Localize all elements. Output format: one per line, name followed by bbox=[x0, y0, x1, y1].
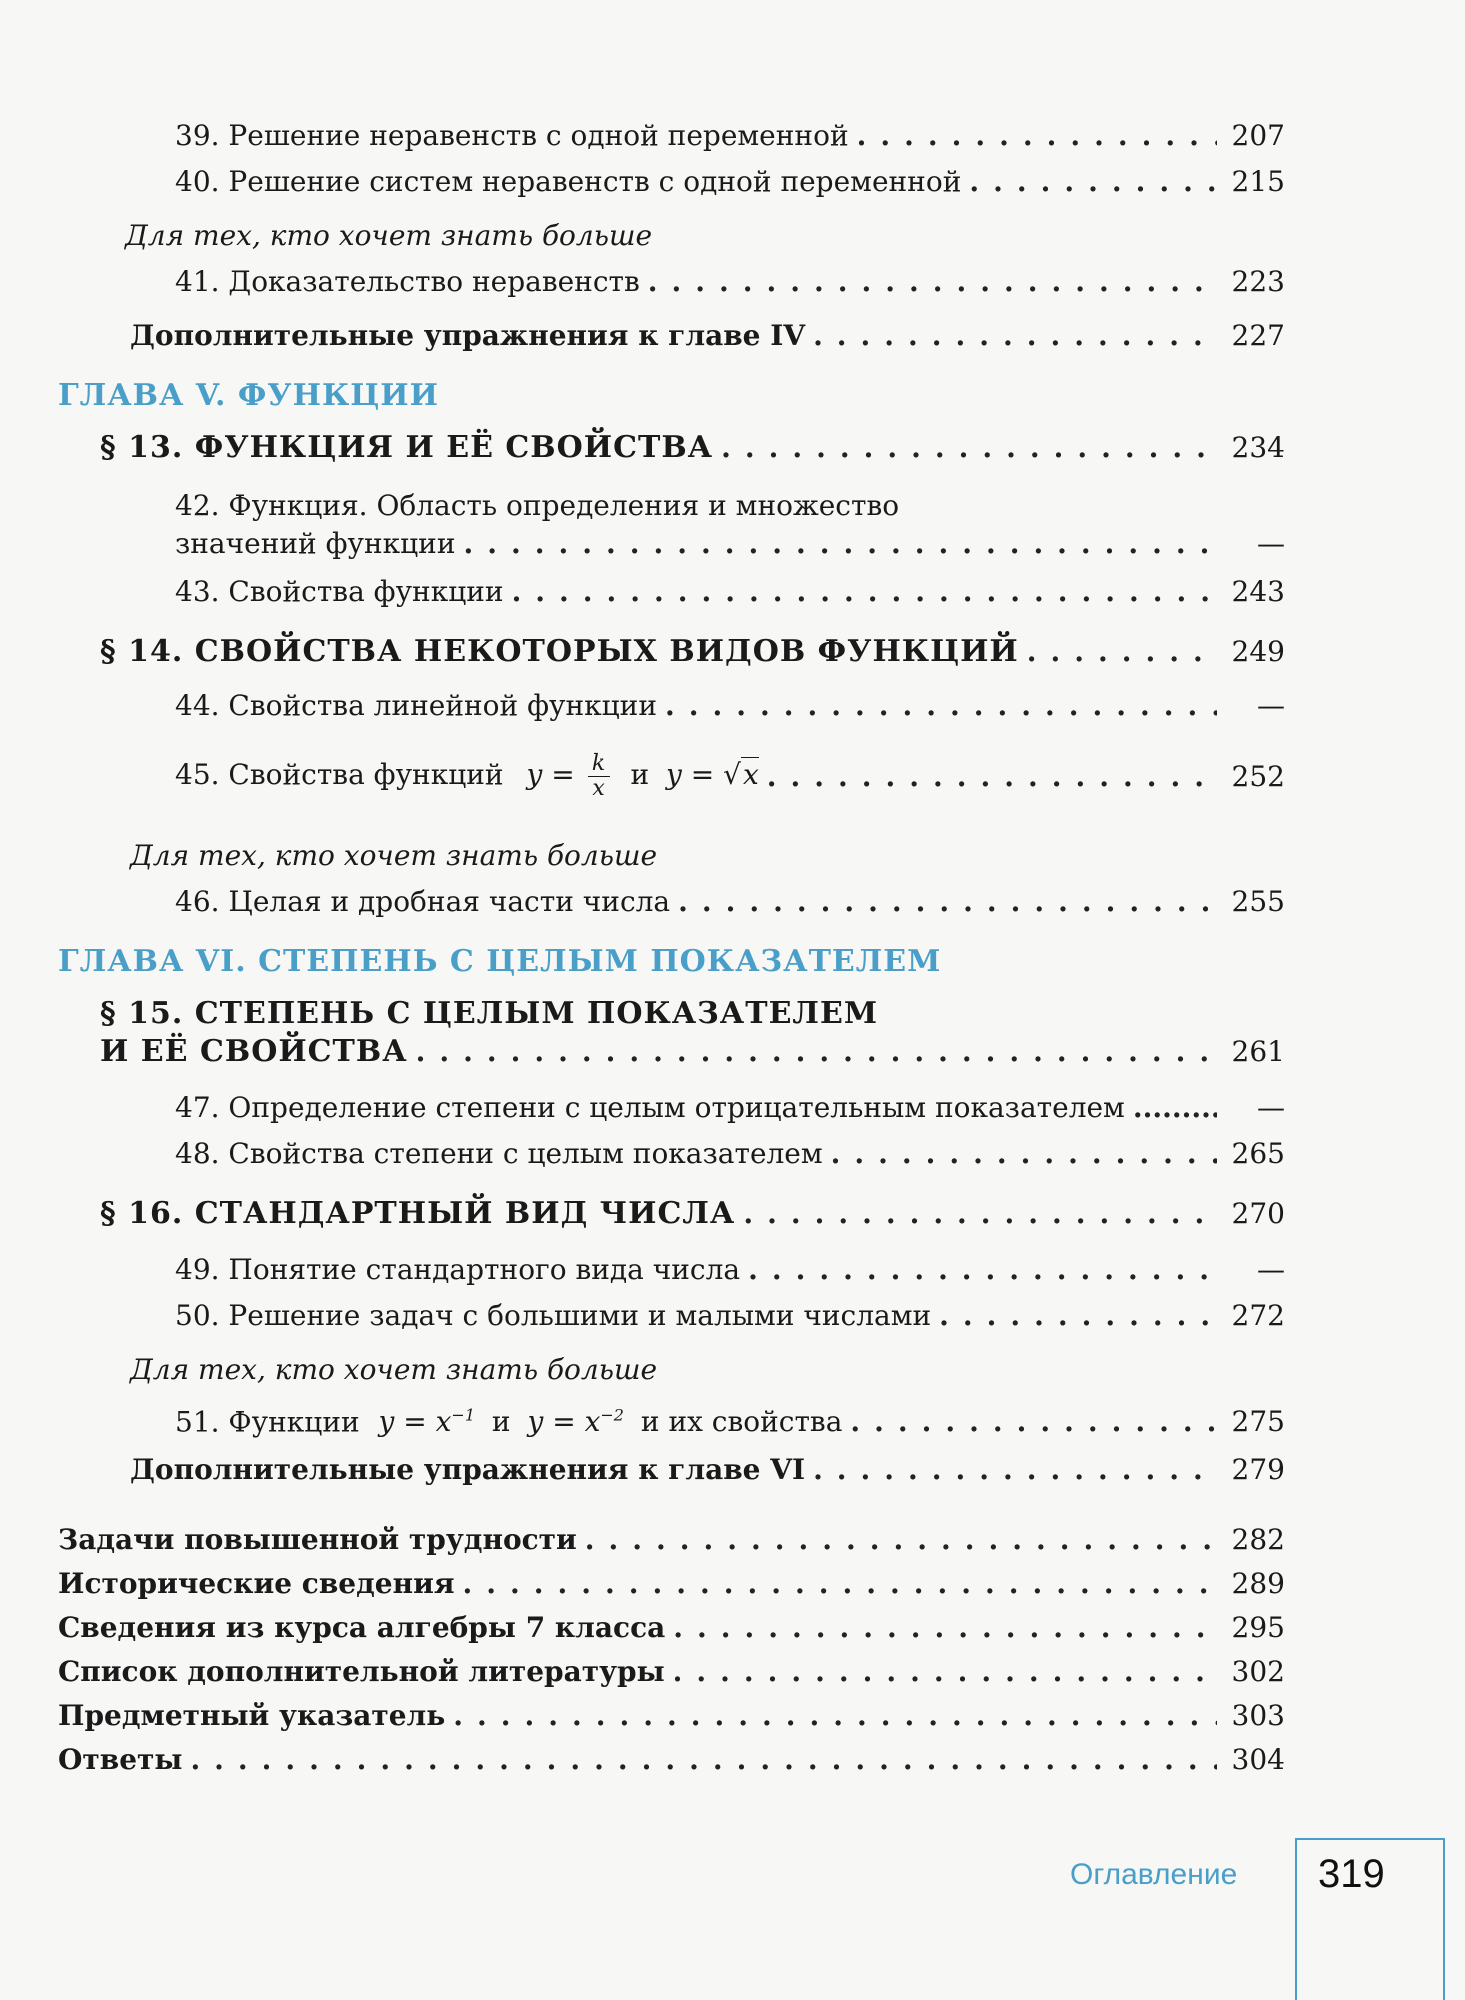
toc-entry-48[interactable] bbox=[175, 1136, 1285, 1172]
dot-leader bbox=[648, 264, 1217, 300]
denominator: x bbox=[592, 776, 605, 801]
entry-text: 51. Функции bbox=[175, 1405, 360, 1439]
entry-label: 46. Целая и дробная части числа bbox=[175, 885, 671, 918]
formula-y: y = bbox=[526, 758, 575, 791]
entry-label: § 14. СВОЙСТВА НЕКОТОРЫХ ВИДОВ ФУНКЦИЙ bbox=[100, 634, 1019, 669]
page-number: 303 bbox=[1231, 1699, 1285, 1732]
dot-leader bbox=[748, 1252, 1217, 1288]
formula-base: y = x bbox=[527, 1405, 601, 1439]
toc-section-13[interactable] bbox=[100, 430, 1285, 466]
page-number: 215 bbox=[1231, 165, 1285, 198]
chapter-5-title[interactable]: ГЛАВА V. ФУНКЦИИ bbox=[58, 378, 439, 413]
sqrt-sign: √ bbox=[723, 758, 741, 791]
page-number: 255 bbox=[1231, 885, 1285, 918]
dot-leader bbox=[453, 1698, 1217, 1734]
dot-leader bbox=[1133, 1090, 1217, 1126]
footer-frame-top bbox=[1295, 1838, 1445, 1840]
entry-label: Сведения из курса алгебры 7 класса bbox=[58, 1611, 666, 1644]
footer-frame-right bbox=[1443, 1838, 1445, 2000]
more-heading-1: Для тех, кто хочет знать больше bbox=[125, 219, 653, 252]
dot-leader bbox=[939, 1298, 1217, 1334]
toc-entry-50[interactable] bbox=[175, 1298, 1285, 1334]
dot-leader bbox=[969, 164, 1217, 200]
dot-leader bbox=[1027, 634, 1217, 670]
toc-entry-43[interactable] bbox=[175, 574, 1285, 610]
entry-label bbox=[175, 752, 759, 801]
more-heading-3: Для тех, кто хочет знать больше bbox=[130, 1353, 658, 1386]
dot-leader bbox=[673, 1610, 1217, 1646]
dot-leader bbox=[678, 884, 1217, 920]
toc-entry-47[interactable] bbox=[175, 1090, 1285, 1126]
entry-label: И ЕЁ СВОЙСТВА bbox=[100, 1034, 408, 1069]
page-number: 304 bbox=[1231, 1743, 1285, 1776]
toc-literature[interactable] bbox=[58, 1654, 1285, 1690]
page-number: 302 bbox=[1231, 1655, 1285, 1688]
toc-entry-44[interactable] bbox=[175, 688, 1285, 724]
entry-label: 47. Определение степени с целым отрицательным показателем bbox=[175, 1091, 1125, 1124]
page-number: 261 bbox=[1231, 1035, 1285, 1068]
toc-index[interactable] bbox=[58, 1698, 1285, 1734]
running-footer-label: Оглавление bbox=[1070, 1858, 1238, 1891]
exponent: −2 bbox=[600, 1406, 624, 1425]
entry-label: 41. Доказательство неравенств bbox=[175, 265, 640, 298]
toc-entry-51[interactable] bbox=[175, 1398, 1285, 1440]
toc-entry-42-line2[interactable] bbox=[175, 526, 1285, 562]
dot-leader bbox=[463, 526, 1217, 562]
page-number: 295 bbox=[1231, 1611, 1285, 1644]
toc-section-15-line1[interactable]: § 15. СТЕПЕНЬ С ЦЕЛЫМ ПОКАЗАТЕЛЕМ bbox=[100, 996, 879, 1031]
exponent: −1 bbox=[451, 1406, 476, 1425]
entry-label: 49. Понятие стандартного вида числа bbox=[175, 1253, 741, 1286]
page-number: 223 bbox=[1231, 265, 1285, 298]
page-number: 289 bbox=[1231, 1567, 1285, 1600]
entry-label: § 16. СТАНДАРТНЫЙ ВИД ЧИСЛА bbox=[100, 1196, 736, 1231]
dot-leader bbox=[831, 1136, 1217, 1172]
entry-label: 44. Свойства линейной функции bbox=[175, 689, 657, 722]
toc-entry-49[interactable] bbox=[175, 1252, 1285, 1288]
page-number: — bbox=[1257, 1091, 1285, 1124]
toc-algebra-7[interactable] bbox=[58, 1610, 1285, 1646]
page-number: 265 bbox=[1231, 1137, 1285, 1170]
page-number: 272 bbox=[1231, 1299, 1285, 1332]
entry-text: 45. Свойства функций bbox=[175, 758, 504, 791]
entry-label: Задачи повышенной трудности bbox=[58, 1523, 577, 1556]
conjunction: и bbox=[491, 1405, 511, 1439]
dot-leader bbox=[743, 1196, 1217, 1232]
entry-label: 40. Решение систем неравенств с одной переменной bbox=[175, 165, 962, 198]
numerator: k bbox=[591, 751, 606, 776]
dot-leader bbox=[813, 1452, 1217, 1488]
entry-label: Дополнительные упражнения к главе VI bbox=[130, 1453, 806, 1486]
entry-label: Исторические сведения bbox=[58, 1567, 455, 1600]
entry-label: Дополнительные упражнения к главе IV bbox=[130, 319, 806, 352]
fraction-k-over-x bbox=[588, 752, 610, 801]
dot-leader bbox=[857, 118, 1217, 154]
dot-leader bbox=[665, 688, 1217, 724]
formula-y-x-minus-2 bbox=[528, 1405, 624, 1438]
entry-label: Список дополнительной литературы bbox=[58, 1655, 665, 1688]
toc-extra-exercises-6[interactable] bbox=[130, 1452, 1285, 1488]
toc-history[interactable] bbox=[58, 1566, 1285, 1602]
page-number: 249 bbox=[1231, 635, 1285, 668]
entry-label: 50. Решение задач с большими и малыми числами bbox=[175, 1299, 932, 1332]
entry-label: значений функции bbox=[175, 527, 456, 560]
entry-label: Предметный указатель bbox=[58, 1699, 446, 1732]
page-number: — bbox=[1257, 1253, 1285, 1286]
dot-leader bbox=[416, 1034, 1217, 1070]
dot-leader bbox=[813, 318, 1217, 354]
toc-entry-40[interactable] bbox=[175, 164, 1285, 200]
toc-section-14[interactable] bbox=[100, 634, 1285, 670]
page-number-footer: 319 bbox=[1318, 1852, 1385, 1896]
page-number: 207 bbox=[1231, 119, 1285, 152]
entry-tail: и их свойства bbox=[640, 1405, 843, 1439]
dot-leader bbox=[463, 1566, 1217, 1602]
chapter-6-title[interactable]: ГЛАВА VI. СТЕПЕНЬ С ЦЕЛЫМ ПОКАЗАТЕЛЕМ bbox=[58, 944, 942, 979]
formula-base: y = x bbox=[378, 1405, 452, 1439]
entry-label: 43. Свойства функции bbox=[175, 575, 504, 608]
toc-section-15-line2[interactable] bbox=[100, 1034, 1285, 1070]
formula-y-x-minus-1 bbox=[379, 1405, 475, 1438]
more-heading-2: Для тех, кто хочет знать больше bbox=[130, 839, 658, 872]
dot-leader bbox=[673, 1654, 1217, 1690]
conjunction: и bbox=[630, 758, 650, 791]
toc-entry-42-line1[interactable]: 42. Функция. Область определения и множество bbox=[175, 489, 900, 522]
entry-label: Ответы bbox=[58, 1743, 183, 1776]
page-number: 275 bbox=[1231, 1405, 1285, 1439]
page-number: 227 bbox=[1231, 319, 1285, 352]
entry-label: § 13. ФУНКЦИЯ И ЕЁ СВОЙСТВА bbox=[100, 430, 714, 465]
toc-answers[interactable] bbox=[58, 1742, 1285, 1778]
page-number: 270 bbox=[1231, 1197, 1285, 1230]
toc-entry-41[interactable] bbox=[175, 264, 1285, 300]
footer-frame-left bbox=[1295, 1838, 1297, 2000]
page-number: 234 bbox=[1231, 431, 1285, 464]
entry-label: 39. Решение неравенств с одной переменной bbox=[175, 119, 849, 152]
toc-entry-46[interactable] bbox=[175, 884, 1285, 920]
page-number: 252 bbox=[1231, 759, 1285, 793]
entry-label bbox=[175, 1398, 842, 1440]
toc-entry-45[interactable] bbox=[175, 752, 1285, 801]
page-number: — bbox=[1257, 689, 1285, 722]
page-number: 243 bbox=[1231, 575, 1285, 608]
formula-y2: y = bbox=[666, 758, 715, 791]
dot-leader bbox=[721, 430, 1217, 466]
radicand: x bbox=[742, 758, 759, 791]
dot-leader bbox=[767, 759, 1217, 795]
toc-extra-exercises-4[interactable] bbox=[130, 318, 1285, 354]
entry-label: 48. Свойства степени с целым показателем bbox=[175, 1137, 823, 1170]
page-number: — bbox=[1257, 527, 1285, 560]
page-number: 279 bbox=[1231, 1453, 1285, 1486]
toc-hard-problems[interactable] bbox=[58, 1522, 1285, 1558]
dot-leader bbox=[512, 574, 1217, 610]
dot-leader bbox=[190, 1742, 1217, 1778]
toc-section-16[interactable] bbox=[100, 1196, 1285, 1232]
dot-leader bbox=[850, 1404, 1217, 1440]
page-number: 282 bbox=[1231, 1523, 1285, 1556]
dot-leader bbox=[585, 1522, 1217, 1558]
toc-entry-39[interactable] bbox=[175, 118, 1285, 154]
